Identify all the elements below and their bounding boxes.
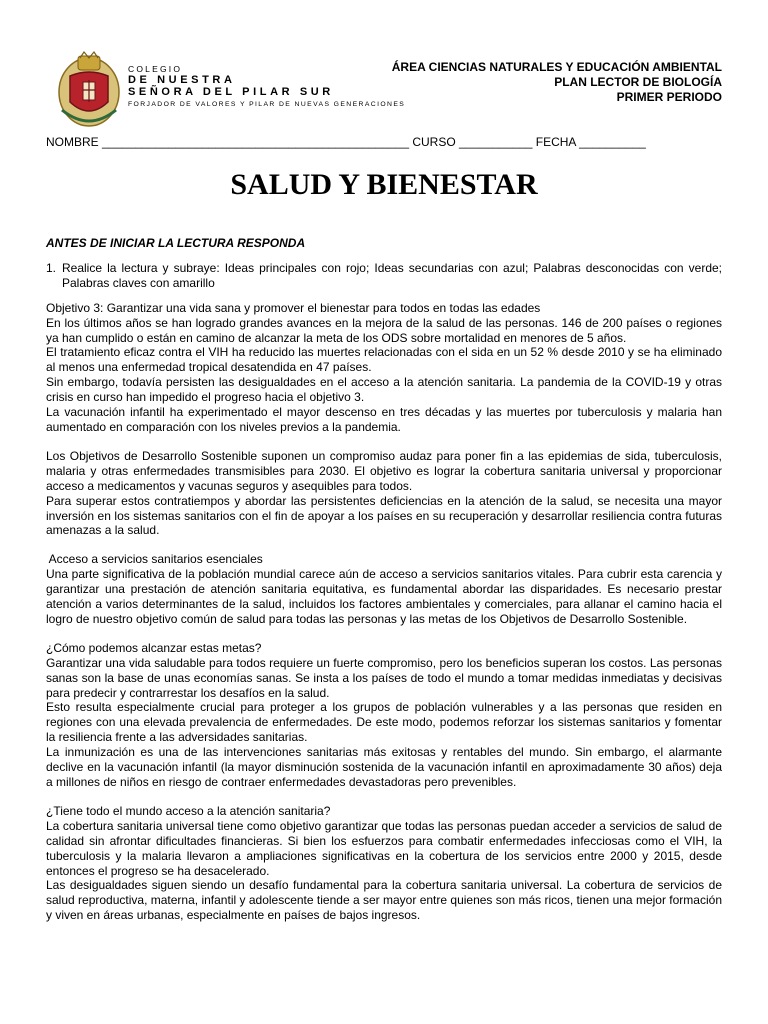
page-title: SALUD Y BIENESTAR xyxy=(230,168,538,201)
student-fields: NOMBRE ______________________________________________ CURSO ___________ FECHA __________ xyxy=(46,135,646,149)
header-period: PRIMER PERIODO xyxy=(616,90,722,104)
instruction-item xyxy=(46,261,722,291)
paragraph: La cobertura sanitaria universal tiene como objetivo garantizar que todas las personas puedan acceder a servicios de salud de calidad sin afrontar dificultades financieras. Si bien los esfuerzos para combatir enfermedades infecciosas como el VIH, la tuberculosis y la malaria llevaron a ampliaciones significativas en la cobertura de los servicios entre 2000 y 2015, desde entonces el progreso se ha desacelerado. xyxy=(46,818,722,878)
paragraph: La vacunación infantil ha experimentado el mayor descenso en tres décadas y las muertes por tuberculosis y malaria han aumentado en comparación con los niveles previos a la pandemia. xyxy=(46,405,722,434)
school-motto: FORJADOR DE VALORES Y PILAR DE NUEVAS GENERACIONES xyxy=(128,101,406,108)
reading-content xyxy=(46,236,722,923)
paragraph: Sin embargo, todavía persisten las desigualdades en el acceso a la atención sanitaria. La pandemia de la COVID-19 y otras crisis en curso han impedido el progreso hacia el objetivo 3. xyxy=(46,375,722,405)
header-area: ÁREA CIENCIAS NATURALES Y EDUCACIÓN AMBIENTAL xyxy=(391,60,722,74)
paragraph: Una parte significativa de la población mundial carece aún de acceso a servicios sanitarios vitales. Para cubrir esta carencia y garantizar una prestación de atención sanitaria equitativa, es fundamental abordar las disparidades. Es necesario prestar atención a varios determinantes de la salud, incluidos los factores ambientales y comerciales, para allanar el camino hacia el logro de nuestro objetivo común de salud para todas las personas y las metas de los Objetivos de Desarrollo Sostenible. xyxy=(46,567,722,626)
header-plan: PLAN LECTOR DE BIOLOGÍA xyxy=(554,75,722,89)
paragraph: Las desigualdades siguen siendo un desafío fundamental para la cobertura sanitaria universal. La cobertura de servicios de salud reproductiva, materna, infantil y adolescente tiende a ser mayor entre quienes son más ricos, tienen una mejor formación y viven en áreas urbanas, especialmente en países de bajos ingresos. xyxy=(46,878,722,923)
paragraph: Los Objetivos de Desarrollo Sostenible suponen un compromiso audaz para poner fin a las epidemias de sida, tuberculosis, malaria y otras enfermedades transmisibles para 2030. El objetivo es lograr la cobertura sanitaria universal y proporcionar acceso a medicamentos y vacunas seguros y asequibles para todos. xyxy=(46,448,722,493)
subheading: ANTES DE INICIAR LA LECTURA RESPONDA xyxy=(46,236,306,250)
school-line-senora: SEÑORA DEL PILAR SUR xyxy=(128,86,334,98)
paragraph: En los últimos años se han logrado grandes avances en la mejora de la salud de las personas. 146 de 200 países o regiones ya han cumplido o están en camino de alcanzar la meta de los ODS sobre mortalidad en menores de 5 años. xyxy=(46,315,722,345)
section-heading: ¿Cómo podemos alcanzar estas metas? xyxy=(46,640,262,655)
instruction-text: Realice la lectura y subraye: Ideas principales con rojo; Ideas secundarias con azul; Palabras desconocidas con verde; Palabras claves con amarillo xyxy=(62,260,722,290)
paragraph: El tratamiento eficaz contra el VIH ha reducido las muertes relacionadas con el sida en un 52 % desde 2010 y se ha eliminado al menos una enfermedad tropical desatendida en 47 países. xyxy=(46,345,722,375)
school-name xyxy=(128,64,405,109)
section-heading: ¿Tiene todo el mundo acceso a la atención sanitaria? xyxy=(46,803,331,818)
school-line-colegio: COLEGIO xyxy=(128,64,183,74)
paragraph: Esto resulta especialmente crucial para proteger a los grupos de población vulnerables y a las personas que residen en regiones con una elevada prevalencia de enfermedades. De este modo, podemos reforzar los sistemas sanitarios y fomentar la resiliencia frente a las adversidades sanitarias. xyxy=(46,700,722,745)
paragraph: Objetivo 3: Garantizar una vida sana y promover el bienestar para todos en todas las edades xyxy=(46,300,541,315)
paragraph: Garantizar una vida saludable para todos requiere un fuerte compromiso, pero los beneficios superan los costos. Las personas sanas son la base de unas economías sanas. Se insta a los países de todo el mundo a tomar medidas inmediatas y decisivas para predecir y contrarrestar los desafíos en la salud. xyxy=(46,655,722,700)
instruction-number: 1. xyxy=(46,260,57,275)
school-crest-icon xyxy=(56,50,122,130)
school-line-de-nuestra: DE NUESTRA xyxy=(128,74,236,86)
paragraph: Para superar estos contratiempos y abordar las persistentes deficiencias en la atención de la salud, se necesita una mayor inversión en los sistemas sanitarios con el fin de apoyar a los países en su recuperación y desarrollar resiliencia contra futuras amenazas a la salud. xyxy=(46,493,722,538)
section-heading: Acceso a servicios sanitarios esenciales xyxy=(46,552,263,567)
paragraph: La inmunización es una de las intervenciones sanitarias más exitosas y rentables del mundo. Sin embargo, el alarmante declive en la vacunación infantil (la mayor disminución sostenida de la vacunación infantil en aproximadamente 30 años) deja a millones de niños en riesgo de contraer enfermedades devastadoras pero prevenibles. xyxy=(46,745,722,789)
header-area-block xyxy=(392,60,722,105)
